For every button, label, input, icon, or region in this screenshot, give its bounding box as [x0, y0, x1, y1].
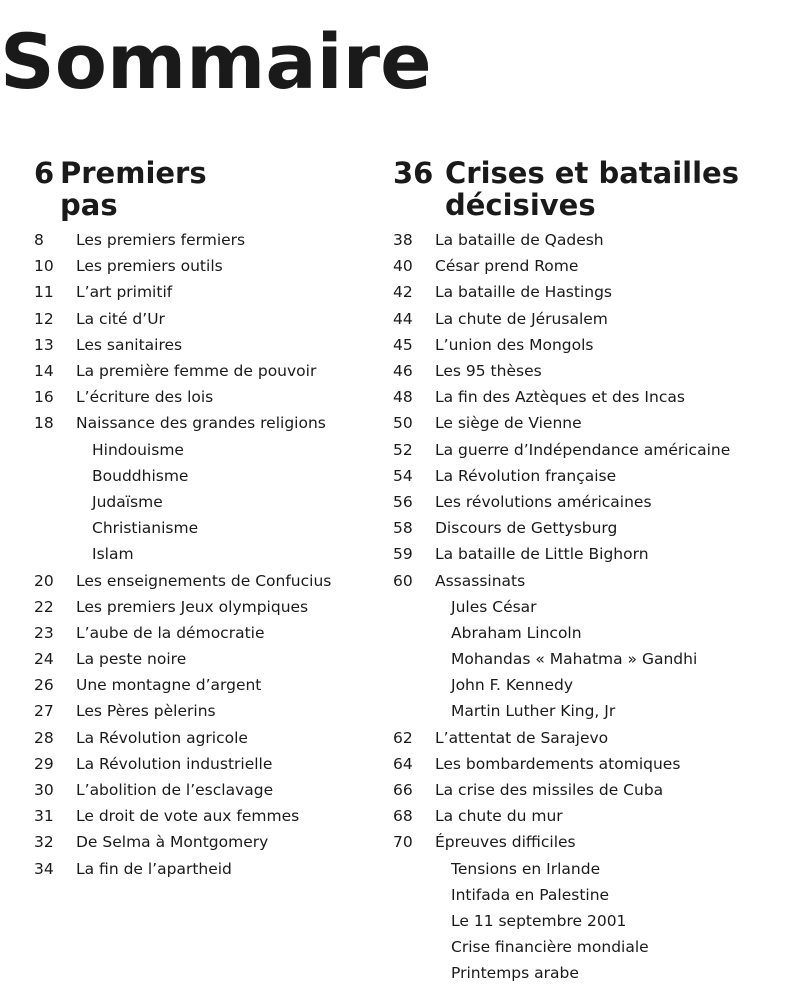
entry-label: Islam	[92, 545, 134, 564]
toc-entry	[34, 306, 374, 332]
section-heading	[34, 157, 374, 221]
toc-subentry	[393, 856, 803, 882]
toc-subentry	[393, 908, 803, 934]
entry-label: L’attentat de Sarajevo	[435, 728, 609, 747]
toc-entry	[34, 253, 374, 279]
toc-entry	[34, 279, 374, 305]
toc-subentry	[34, 541, 374, 567]
toc-entry	[393, 437, 803, 463]
entry-label: Les Pères pèlerins	[76, 702, 216, 721]
entry-label: La première femme de pouvoir	[76, 362, 317, 381]
page-number: 16	[34, 388, 54, 407]
page-number: 27	[34, 702, 54, 721]
entry-label: La chute du mur	[435, 807, 563, 826]
entry-label: Le droit de vote aux femmes	[76, 807, 300, 826]
toc-entry	[393, 306, 803, 332]
page-number: 23	[34, 623, 54, 642]
entry-label: La bataille de Hastings	[435, 283, 613, 302]
toc-entry	[393, 567, 803, 593]
toc-entry	[34, 751, 374, 777]
page-number: 48	[393, 388, 413, 407]
page-number: 10	[34, 257, 54, 276]
page-number: 70	[393, 833, 413, 852]
entry-label: Une montagne d’argent	[76, 676, 262, 695]
entry-label: Martin Luther King, Jr	[451, 702, 616, 721]
page-number: 28	[34, 728, 54, 747]
toc-entry	[34, 698, 374, 724]
toc-entry	[393, 358, 803, 384]
page-number: 64	[393, 754, 413, 773]
page-number: 22	[34, 597, 54, 616]
entry-label: La bataille de Little Bighorn	[435, 545, 649, 564]
entry-label: L’union des Mongols	[435, 335, 594, 354]
toc-entry	[393, 463, 803, 489]
page-number: 18	[34, 414, 54, 433]
toc-entry	[393, 515, 803, 541]
toc-entry	[393, 253, 803, 279]
entry-label: Judaïsme	[92, 492, 163, 511]
section-title-line: Premiers	[60, 156, 207, 190]
toc-subentry	[393, 698, 803, 724]
entry-label: Le 11 septembre 2001	[451, 911, 627, 930]
section-number: 36	[393, 156, 434, 190]
page-number: 29	[34, 754, 54, 773]
entry-label: Bouddhisme	[92, 466, 189, 485]
page-number: 60	[393, 571, 413, 590]
section-number: 6	[34, 156, 55, 190]
toc-entry	[34, 332, 374, 358]
entry-label: Intifada en Palestine	[451, 885, 610, 904]
toc-entry	[34, 856, 374, 882]
entry-label: John F. Kennedy	[451, 676, 574, 695]
toc-entry	[34, 567, 374, 593]
entry-label: Hindouisme	[92, 440, 184, 459]
entry-label: Christianisme	[92, 519, 199, 538]
page-number: 34	[34, 859, 54, 878]
toc-list	[393, 227, 803, 986]
toc-entry	[34, 777, 374, 803]
toc-entry	[393, 410, 803, 436]
page-number: 12	[34, 309, 54, 328]
entry-label: Les premiers outils	[76, 257, 223, 276]
section-title-line: Crises et batailles	[445, 156, 739, 190]
entry-label: Épreuves difficiles	[435, 833, 576, 852]
page-number: 44	[393, 309, 413, 328]
entry-label: La crise des missiles de Cuba	[435, 781, 664, 800]
entry-label: L’aube de la démocratie	[76, 623, 265, 642]
entry-label: Abraham Lincoln	[451, 623, 582, 642]
toc-subentry	[393, 960, 803, 986]
toc-entry	[393, 829, 803, 855]
page-number: 26	[34, 676, 54, 695]
entry-label: Jules César	[451, 597, 537, 616]
page-number: 52	[393, 440, 413, 459]
entry-label: De Selma à Montgomery	[76, 833, 269, 852]
toc-entry	[34, 803, 374, 829]
toc-subentry	[34, 489, 374, 515]
entry-label: La cité d’Ur	[76, 309, 165, 328]
toc-subentry	[34, 463, 374, 489]
toc-entry	[393, 803, 803, 829]
toc-entry	[34, 358, 374, 384]
entry-label: La chute de Jérusalem	[435, 309, 608, 328]
toc-entry	[393, 777, 803, 803]
toc-entry	[34, 672, 374, 698]
page-number: 13	[34, 335, 54, 354]
toc-entry	[34, 620, 374, 646]
toc-entry	[393, 725, 803, 751]
toc-entry	[393, 751, 803, 777]
page-number: 40	[393, 257, 413, 276]
page-number: 20	[34, 571, 54, 590]
page-number: 62	[393, 728, 413, 747]
entry-label: La guerre d’Indépendance américaine	[435, 440, 731, 459]
entry-label: Assassinats	[435, 571, 526, 590]
entry-label: Les premiers Jeux olympiques	[76, 597, 309, 616]
toc-subentry	[34, 437, 374, 463]
page-number: 58	[393, 519, 413, 538]
entry-label: L’abolition de l’esclavage	[76, 781, 274, 800]
toc-subentry	[393, 646, 803, 672]
entry-label: Les bombardements atomiques	[435, 754, 681, 773]
entry-label: Les premiers fermiers	[76, 231, 246, 250]
section-title-line: décisives	[445, 188, 596, 222]
entry-label: Les sanitaires	[76, 335, 183, 354]
entry-label: La Révolution industrielle	[76, 754, 273, 773]
section-title	[60, 157, 374, 221]
page-number: 46	[393, 362, 413, 381]
entry-label: Les enseignements de Confucius	[76, 571, 332, 590]
toc-entry	[34, 829, 374, 855]
page-number: 30	[34, 781, 54, 800]
section-title-line: pas	[60, 188, 118, 222]
page-number: 45	[393, 335, 413, 354]
toc-subentry	[393, 672, 803, 698]
page-number: 24	[34, 650, 54, 669]
entry-label: Les révolutions américaines	[435, 492, 652, 511]
toc-entry	[393, 489, 803, 515]
page-number: 68	[393, 807, 413, 826]
page-number: 66	[393, 781, 413, 800]
toc-entry	[34, 725, 374, 751]
toc-entry	[393, 384, 803, 410]
toc-list	[34, 227, 374, 882]
entry-label: L’art primitif	[76, 283, 173, 302]
entry-label: Mohandas « Mahatma » Gandhi	[451, 650, 698, 669]
entry-label: La bataille de Qadesh	[435, 231, 604, 250]
toc-subentry	[393, 594, 803, 620]
section-heading	[393, 157, 803, 221]
toc-entry	[393, 227, 803, 253]
page-number: 14	[34, 362, 54, 381]
toc-subentry	[393, 882, 803, 908]
toc-entry	[393, 541, 803, 567]
entry-label: Les 95 thèses	[435, 362, 542, 381]
page-number: 31	[34, 807, 54, 826]
section-crises-et-batailles	[393, 157, 803, 986]
toc-entry	[34, 227, 374, 253]
entry-label: Tensions en Irlande	[451, 859, 601, 878]
entry-label: Le siège de Vienne	[435, 414, 582, 433]
entry-label: Discours de Gettysburg	[435, 519, 618, 538]
toc-subentry	[393, 934, 803, 960]
entry-label: La fin des Aztèques et des Incas	[435, 388, 685, 407]
page-number: 8	[34, 231, 44, 250]
entry-label: Crise financière mondiale	[451, 938, 649, 957]
toc-entry	[393, 279, 803, 305]
entry-label: Naissance des grandes religions	[76, 414, 326, 433]
section-premiers-pas	[34, 157, 374, 882]
page-number: 11	[34, 283, 54, 302]
page-number: 42	[393, 283, 413, 302]
toc-subentry	[393, 620, 803, 646]
entry-label: La peste noire	[76, 650, 187, 669]
page-number: 54	[393, 466, 413, 485]
toc-entry	[393, 332, 803, 358]
page-number: 56	[393, 492, 413, 511]
entry-label: La Révolution française	[435, 466, 617, 485]
entry-label: La Révolution agricole	[76, 728, 248, 747]
entry-label: César prend Rome	[435, 257, 579, 276]
page-number: 50	[393, 414, 413, 433]
toc-entry	[34, 384, 374, 410]
entry-label: Printemps arabe	[451, 964, 579, 983]
section-title	[445, 157, 803, 221]
page-title: Sommaire	[0, 17, 432, 106]
toc-entry	[34, 410, 374, 436]
page-number: 38	[393, 231, 413, 250]
page-number: 59	[393, 545, 413, 564]
toc-entry	[34, 594, 374, 620]
toc-subentry	[34, 515, 374, 541]
toc-entry	[34, 646, 374, 672]
page-number: 32	[34, 833, 54, 852]
entry-label: La fin de l’apartheid	[76, 859, 232, 878]
entry-label: L’écriture des lois	[76, 388, 214, 407]
